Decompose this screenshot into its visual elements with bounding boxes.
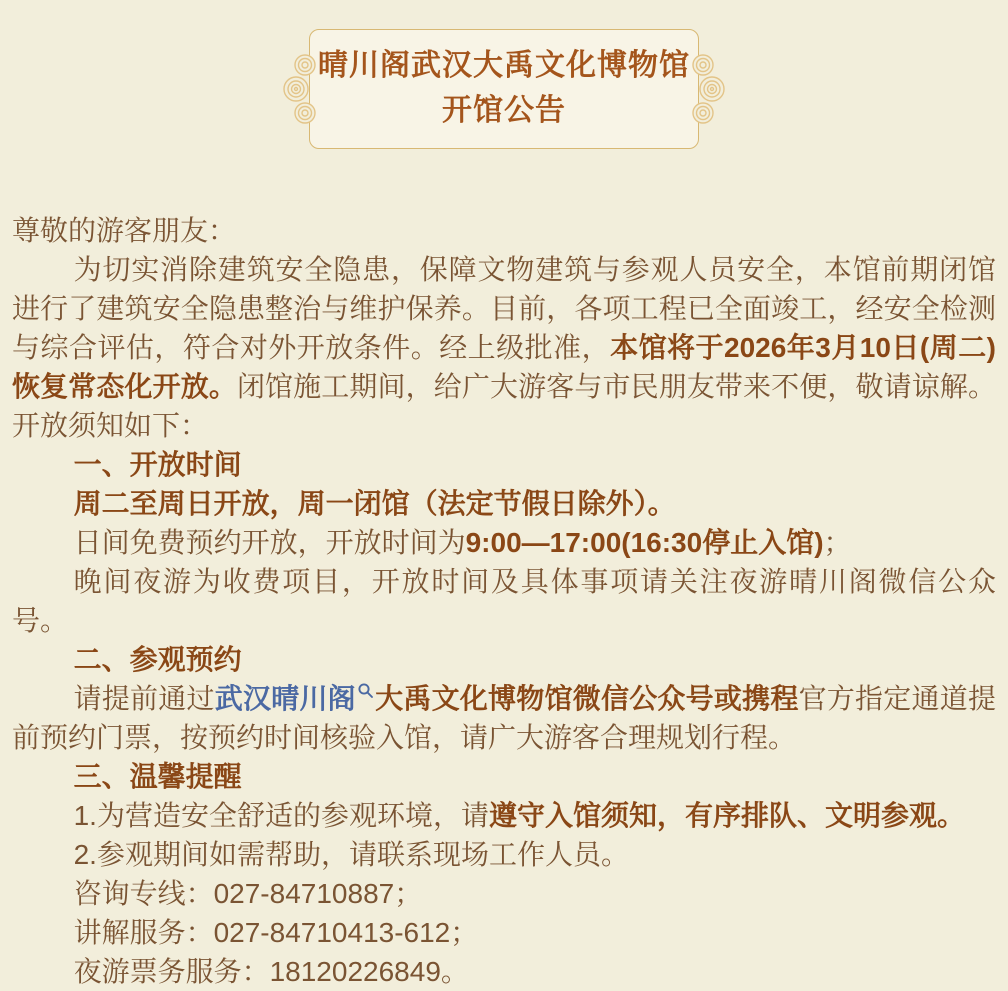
section-3-line-2 (12, 835, 996, 874)
emphasis-text: 9:00—17:00(16:30停止入馆) (465, 527, 824, 558)
body-text: 官方指定通道提前预约门票，按预约时间核验入馆，请广大游客合理规划行程。 (12, 683, 996, 753)
body-text: 请提前通过 (73, 683, 215, 714)
body-text: 为切实消除建筑安全隐患，保障文物建筑与参观人员安全，本馆前期闭馆进行了建筑安全隐患整治与维护保养。目前，各项工程已全面竣工，经安全检测与综合评估，符合对外开放条件。经上级批准， (12, 254, 996, 363)
body-text: 夜游票务服务：18120226849。 (73, 956, 469, 987)
contact-night-ticket-line (12, 952, 996, 991)
section-1-line-1 (12, 484, 996, 523)
section-3-heading (12, 757, 996, 796)
emphasis-text: 本馆将于2026年3月10日(周二)恢复常态化开放。 (12, 332, 996, 402)
contact-guide-line (12, 913, 996, 952)
body-text: 日间免费预约开放，开放时间为 (73, 527, 466, 558)
body-text: 晚间夜游为收费项目，开放时间及具体事项请关注夜游晴川阁微信公众号。 (12, 566, 996, 636)
body-text: 讲解服务：027-84710413-612； (73, 917, 479, 948)
contact-consult-line (12, 874, 996, 913)
cloud-ornament-left (283, 50, 323, 128)
announcement-title-box (309, 29, 699, 149)
cloud-ornament-right (685, 50, 725, 128)
search-icon[interactable] (357, 682, 374, 699)
section-2-heading (12, 640, 996, 679)
emphasis-text: 大禹文化博物馆微信公众号或携程 (374, 683, 799, 714)
section-1-heading (12, 445, 996, 484)
section-2-line-1 (12, 679, 996, 757)
body-text: 闭馆施工期间，给广大游客与市民朋友带来不便，敬请谅解。开放须知如下： (12, 371, 996, 441)
emphasis-text: 二、参观预约 (73, 644, 242, 675)
page-title-line-2: 开馆公告 (442, 94, 566, 127)
salutation (12, 211, 996, 250)
body-text: ； (823, 527, 852, 558)
body-text: 2.参观期间如需帮助，请联系现场工作人员。 (73, 839, 629, 870)
page-title-line-1: 晴川阁武汉大禹文化博物馆 (318, 49, 690, 82)
intro-paragraph (12, 250, 996, 445)
emphasis-text: 遵守入馆须知，有序排队、文明参观。 (488, 800, 965, 831)
wuhan-qingchuan-pavilion-link[interactable]: 武汉晴川阁 (214, 683, 356, 714)
emphasis-text: 周二至周日开放，周一闭馆（法定节假日除外）。 (73, 488, 676, 519)
emphasis-text: 三、温馨提醒 (73, 761, 242, 792)
body-text: 咨询专线：027-84710887； (73, 878, 423, 909)
section-1-line-2 (12, 523, 996, 562)
section-1-line-3 (12, 562, 996, 640)
announcement-body (0, 211, 1008, 991)
emphasis-text: 一、开放时间 (73, 449, 242, 480)
body-text: 1.为营造安全舒适的参观环境，请 (73, 800, 489, 831)
body-text: 尊敬的游客朋友： (12, 215, 237, 246)
section-3-line-1 (12, 796, 996, 835)
